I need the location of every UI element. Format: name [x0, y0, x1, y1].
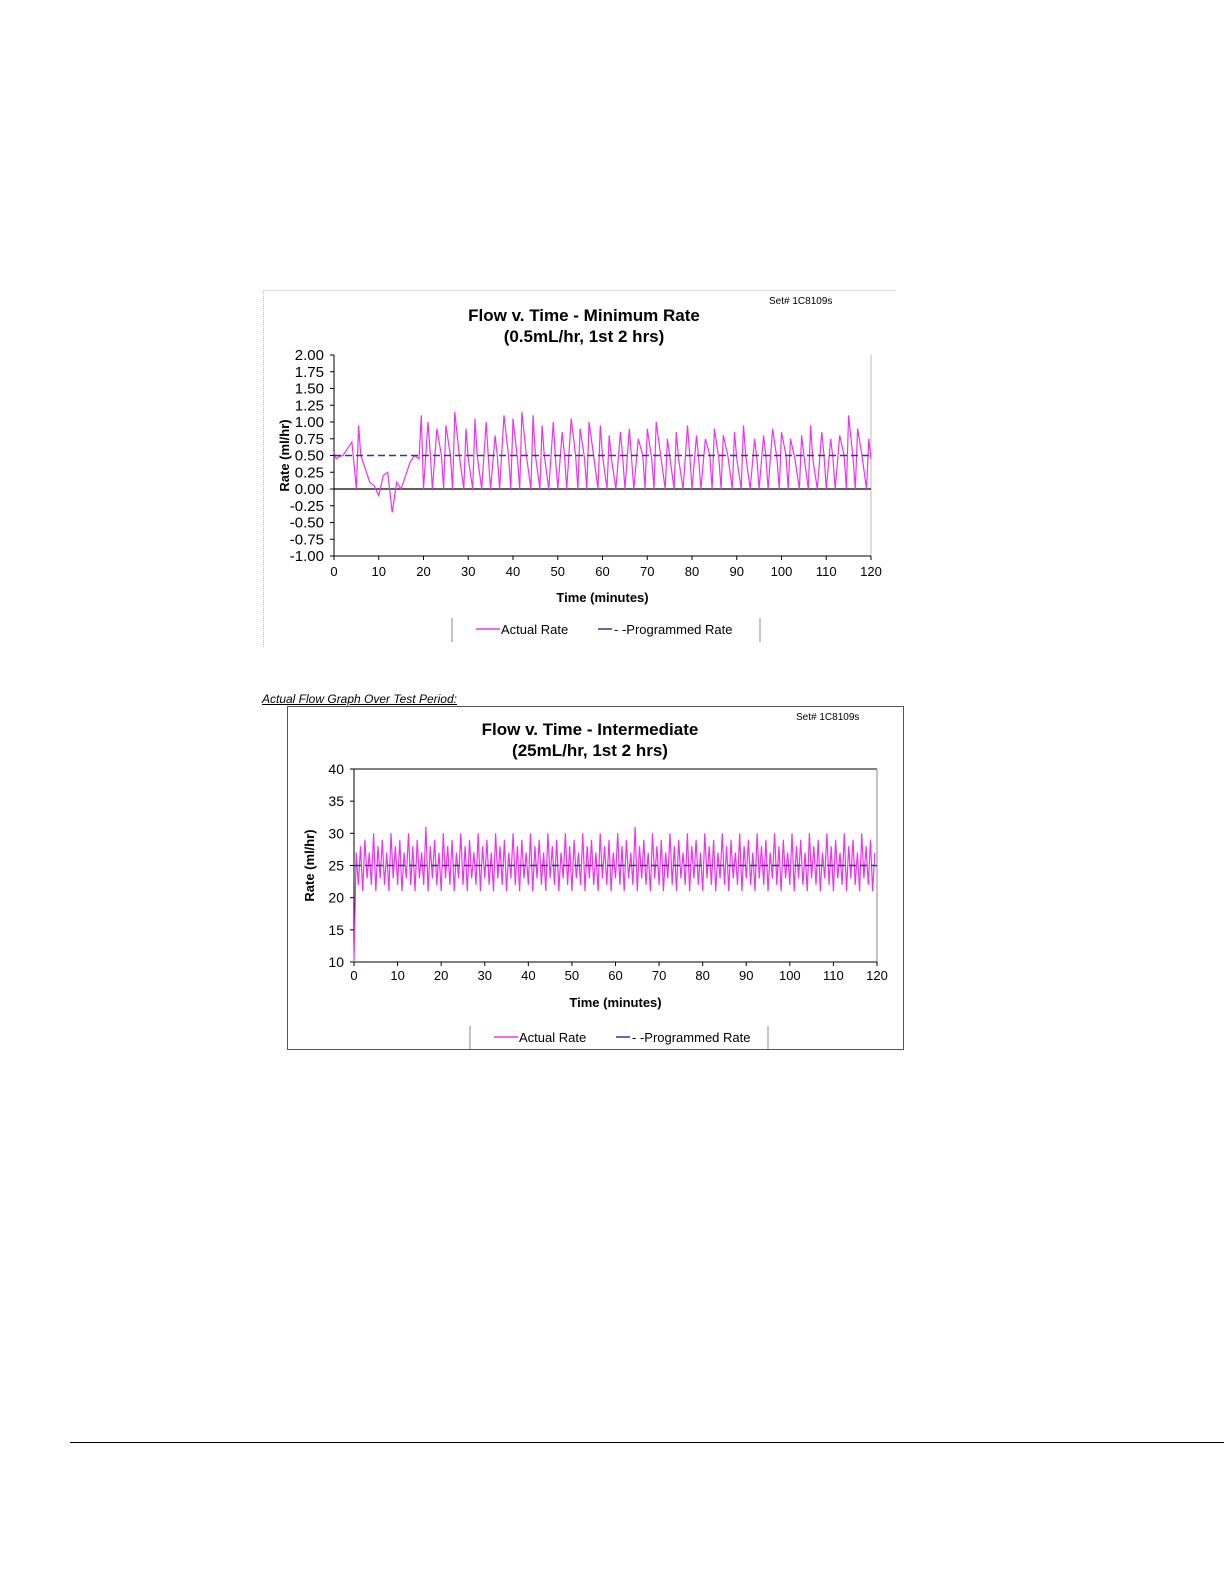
chart2-y-tick-label: 10: [328, 954, 344, 970]
chart2-y-axis-label: Rate (ml/hr): [302, 829, 317, 902]
chart2-series-actual-rate: [354, 827, 875, 962]
chart1-y-axis-label: Rate (ml/hr): [277, 419, 292, 492]
chart2-x-axis-label: Time (minutes): [569, 995, 662, 1010]
chart1-x-tick-label: 70: [640, 564, 655, 579]
chart2-legend-label-programmed: - -Programmed Rate: [632, 1030, 751, 1045]
chart1-x-axis-label: Time (minutes): [556, 590, 649, 605]
chart1-y-tick-label: 0.25: [294, 464, 324, 482]
chart2-set-label: Set# 1C8109s: [796, 712, 860, 723]
chart1-set-label: Set# 1C8109s: [769, 296, 833, 307]
chart2-x-tick-label: 10: [390, 968, 405, 983]
footer-divider: [70, 1442, 1224, 1443]
chart2-x-tick-label: 30: [477, 968, 492, 983]
chart1-y-tick-label: 0.50: [294, 447, 324, 465]
chart2-y-tick-label: 15: [328, 921, 344, 938]
chart2-x-tick-label: 20: [433, 968, 449, 983]
chart2-subtitle: (25mL/hr, 1st 2 hrs): [512, 741, 668, 760]
chart1-y-tick-label: -0.75: [289, 531, 324, 549]
chart-intermediate-rate-svg: [288, 707, 903, 1049]
chart2-x-tick-label: 0: [350, 968, 358, 983]
chart1-x-tick-label: 110: [815, 564, 837, 579]
chart1-legend-label-actual: Actual Rate: [501, 622, 569, 637]
actual-flow-caption: Actual Flow Graph Over Test Period:: [262, 692, 457, 706]
chart2-y-tick-label: 20: [328, 889, 344, 906]
chart2-x-tick-label: 110: [823, 968, 844, 983]
chart1-x-tick-label: 10: [371, 564, 386, 579]
chart1-title: Flow v. Time - Minimum Rate: [468, 306, 700, 325]
chart1-x-tick-label: 90: [729, 564, 744, 579]
chart2-legend-label-actual: Actual Rate: [519, 1030, 587, 1045]
chart2-title: Flow v. Time - Intermediate: [481, 720, 699, 739]
chart2-x-tick-label: 70: [651, 968, 667, 983]
chart2-y-tick-label: 35: [328, 793, 344, 810]
chart2-y-tick-label: 40: [328, 761, 344, 777]
chart1-x-tick-label: 30: [461, 564, 476, 579]
chart2-x-tick-label: 80: [695, 968, 710, 983]
chart2-x-tick-label: 50: [564, 968, 580, 983]
chart1-x-tick-label: 80: [684, 564, 700, 579]
chart2-x-tick-label: 90: [739, 968, 754, 983]
chart-minimum-rate-svg: [264, 291, 896, 647]
chart1-y-tick-label: 1.75: [294, 363, 324, 381]
chart1-y-tick-label: -1.00: [289, 548, 324, 565]
chart1-y-tick-label: -0.50: [289, 514, 324, 532]
chart1-subtitle: (0.5mL/hr, 1st 2 hrs): [503, 327, 665, 346]
chart1-x-tick-label: 120: [860, 564, 882, 579]
chart1-x-tick-label: 100: [770, 564, 793, 579]
chart1-x-tick-label: 40: [505, 564, 521, 579]
chart1-x-tick-label: 20: [416, 564, 431, 579]
chart2-y-tick-label: 30: [328, 825, 344, 842]
chart1-y-tick-label: 0.00: [294, 481, 324, 498]
chart-intermediate-rate: [287, 706, 904, 1050]
chart1-y-tick-label: 1.00: [294, 414, 324, 431]
chart2-x-tick-label: 60: [608, 968, 623, 983]
chart1-legend-label-programmed: - -Programmed Rate: [614, 622, 733, 637]
chart1-x-tick-label: 50: [550, 564, 565, 579]
chart1-x-tick-label: 0: [330, 564, 338, 579]
chart2-y-tick-label: 25: [328, 857, 344, 874]
chart1-y-tick-label: 1.25: [294, 397, 324, 415]
chart1-x-tick-label: 60: [595, 564, 610, 579]
chart1-y-tick-label: 0.75: [294, 430, 324, 448]
chart2-x-tick-label: 40: [521, 968, 536, 983]
chart1-series-actual-rate: [334, 412, 871, 512]
chart1-y-tick-label: 1.50: [294, 380, 324, 398]
chart-minimum-rate: [263, 290, 896, 647]
chart1-y-tick-label: -0.25: [289, 497, 324, 515]
chart2-x-tick-label: 120: [866, 968, 888, 983]
chart1-y-tick-label: 2.00: [294, 347, 324, 364]
chart2-x-tick-label: 100: [778, 968, 801, 983]
